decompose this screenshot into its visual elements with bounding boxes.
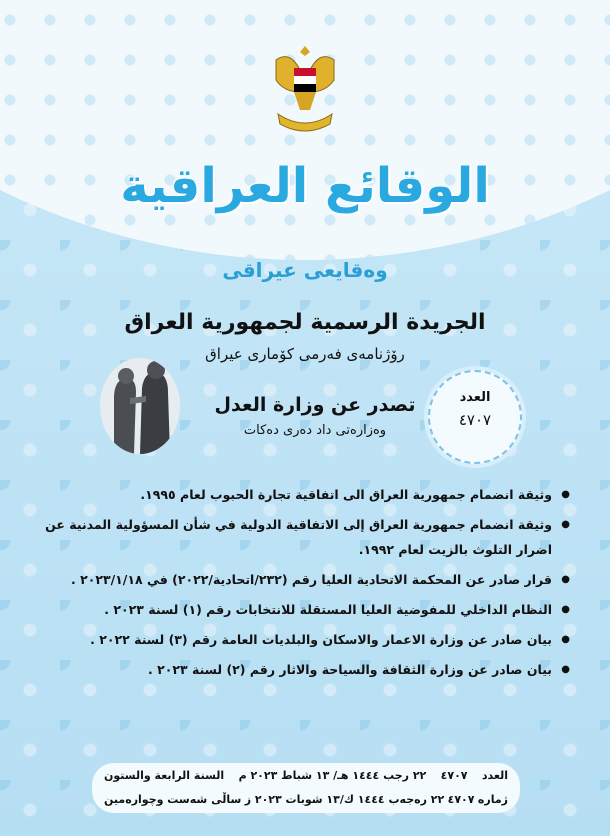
issue-badge xyxy=(428,370,522,464)
official-subtitle: الجريدة الرسمية لجمهورية العراق xyxy=(124,310,486,335)
issue-number: ٤٧٠٧ xyxy=(458,411,492,429)
contents-item: ● النظام الداخلي للمفوضية العليا المستقلة للانتخابات رقم (١) لسنة ٢٠٢٣ . xyxy=(40,597,570,622)
contents-item: ● وثيقة انضمام جمهورية العراق الى اتفاقية تجارة الحبوب لعام ١٩٩٥. xyxy=(40,482,570,507)
contents-item: ● بيان صادر عن وزارة الاعمار والاسكان والبلديات العامة رقم (٣) لسنة ٢٠٢٢ . xyxy=(40,627,570,652)
gazette-title: الوقائع العراقية xyxy=(120,158,490,214)
footer-row-kurdish xyxy=(104,787,508,811)
footer-issue-label-kurdish: ژمارە xyxy=(477,792,508,806)
footer-issue-number-kurdish: ٤٧٠٧ xyxy=(447,792,475,806)
hammurabi-relief-photo xyxy=(100,358,180,454)
footer-issue-label: العدد xyxy=(481,768,508,782)
footer-year: السنة الرابعة والستون xyxy=(104,768,225,782)
footer-date-kurdish: ٢٢ رەجەب ١٤٤٤ ك/١٣ شوبات ٢٠٢٣ ز xyxy=(244,792,445,806)
eagle-emblem-icon xyxy=(270,40,340,140)
ministry-line-kurdish: وەزارەتی داد دەری دەکات xyxy=(243,423,387,438)
issue-label: العدد xyxy=(459,390,491,405)
contents-list xyxy=(40,482,570,687)
contents-item: ● بيان صادر عن وزارة الثقافة والسياحة والاثار رقم (٢) لسنة ٢٠٢٣ . xyxy=(40,657,570,682)
footer-year-kurdish: ساڵی شەست وچوارەمین xyxy=(104,792,242,806)
footer-issue-number: ٤٧٠٧ xyxy=(440,768,468,782)
issue-footer xyxy=(92,763,520,813)
contents-item: ● قرار صادر عن المحكمة الاتحادية العليا رقم (٢٣٢/اتحادية/٢٠٢٢) في ٢٠٢٣/١/١٨ . xyxy=(40,567,570,592)
contents-item: ● وثيقة انضمام جمهورية العراق إلى الاتفاقية الدولية في شأن المسؤولية المدنية عن اضرار التلوث بالزيت لعام ١٩٩٢. xyxy=(40,512,570,562)
official-subtitle-kurdish: رۆژنامەی فەرمی کۆماری عیراق xyxy=(205,345,405,363)
gazette-title-kurdish: وەقايعی عيراقی xyxy=(222,258,388,282)
footer-row-arabic xyxy=(104,763,508,787)
ministry-line: تصدر عن وزارة العدل xyxy=(214,394,416,416)
footer-date: ٢٢ رجب ١٤٤٤ هـ/ ١٣ شباط ٢٠٢٣ م xyxy=(238,768,427,782)
